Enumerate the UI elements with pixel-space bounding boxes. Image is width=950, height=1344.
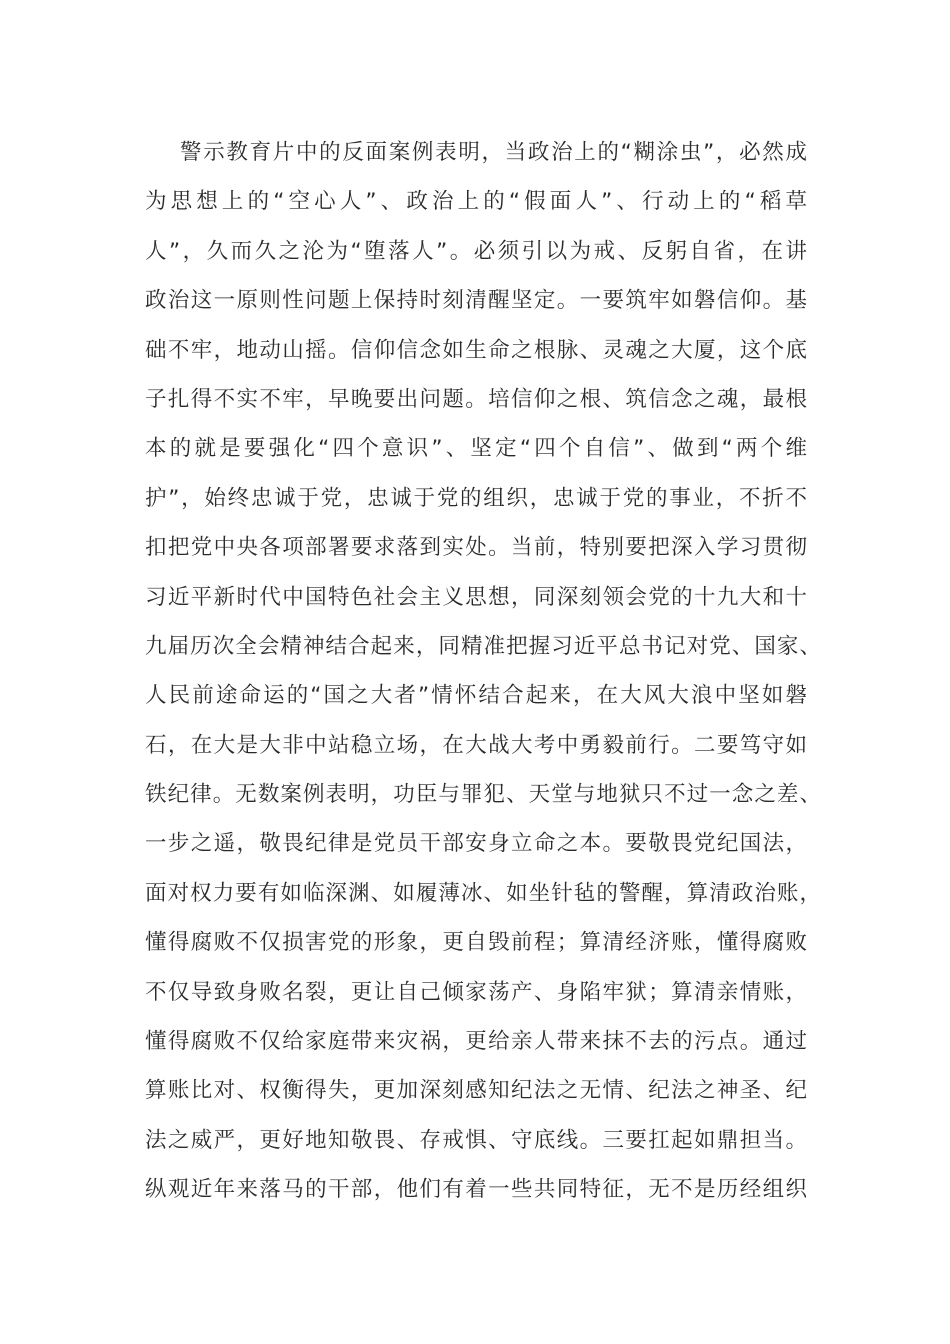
paragraph-line: 为思想上的“空心人”、政治上的“假面人”、行动上的“稻草 <box>145 189 807 215</box>
paragraph-line: 本的就是要强化“四个意识”、坚定“四个自信”、做到“两个维 <box>145 436 807 462</box>
paragraph-line: 人民前途命运的“国之大者”情怀结合起来，在大风大浪中坚如磐 <box>145 683 807 709</box>
paragraph-line: 护”，始终忠诚于党，忠诚于党的组织，忠诚于党的事业，不折不 <box>145 485 807 511</box>
paragraph-line: 扣把党中央各项部署要求落到实处。当前，特别要把深入学习贯彻 <box>145 535 807 561</box>
paragraph-line: 警示教育片中的反面案例表明，当政治上的“糊涂虫”，必然成 <box>180 140 807 165</box>
paragraph-line: 子扎得不实不牢，早晚要出问题。培信仰之根、筑信念之魂，最根 <box>145 386 807 412</box>
paragraph-line: 铁纪律。无数案例表明，功臣与罪犯、天堂与地狱只不过一念之差、 <box>145 782 821 808</box>
paragraph-line: 懂得腐败不仅损害党的形象，更自毁前程；算清经济账，懂得腐败 <box>145 930 807 956</box>
body-paragraph <box>145 133 821 1220</box>
paragraph-line: 懂得腐败不仅给家庭带来灾祸，更给亲人带来抹不去的污点。通过 <box>145 1029 807 1055</box>
paragraph-line: 一步之遥，敬畏纪律是党员干部安身立命之本。要敬畏党纪国法， <box>145 831 807 857</box>
paragraph-line: 面对权力要有如临深渊、如履薄冰、如坐针毡的警醒，算清政治账， <box>145 880 821 906</box>
paragraph-line: 纵观近年来落马的干部，他们有着一些共同特征，无不是历经组织 <box>145 1177 807 1203</box>
paragraph-line: 算账比对、权衡得失，更加深刻感知纪法之无情、纪法之神圣、纪 <box>145 1078 807 1104</box>
paragraph-line: 人”，久而久之沦为“堕落人”。必须引以为戒、反躬自省，在讲 <box>145 238 807 264</box>
paragraph-line: 不仅导致身败名裂，更让自己倾家荡产、身陷牢狱；算清亲情账， <box>145 979 807 1005</box>
paragraph-line: 础不牢，地动山摇。信仰信念如生命之根脉、灵魂之大厦，这个底 <box>145 337 807 363</box>
paragraph-line: 政治这一原则性问题上保持时刻清醒坚定。一要筑牢如磐信仰。基 <box>145 288 807 314</box>
paragraph-line: 石，在大是大非中站稳立场，在大战大考中勇毅前行。二要笃守如 <box>145 732 807 758</box>
paragraph-line: 法之威严，更好地知敬畏、存戒惧、守底线。三要扛起如鼎担当。 <box>145 1127 807 1153</box>
paragraph-line: 九届历次全会精神结合起来，同精准把握习近平总书记对党、国家、 <box>145 633 821 659</box>
paragraph-line: 习近平新时代中国特色社会主义思想，同深刻领会党的十九大和十 <box>145 584 807 610</box>
